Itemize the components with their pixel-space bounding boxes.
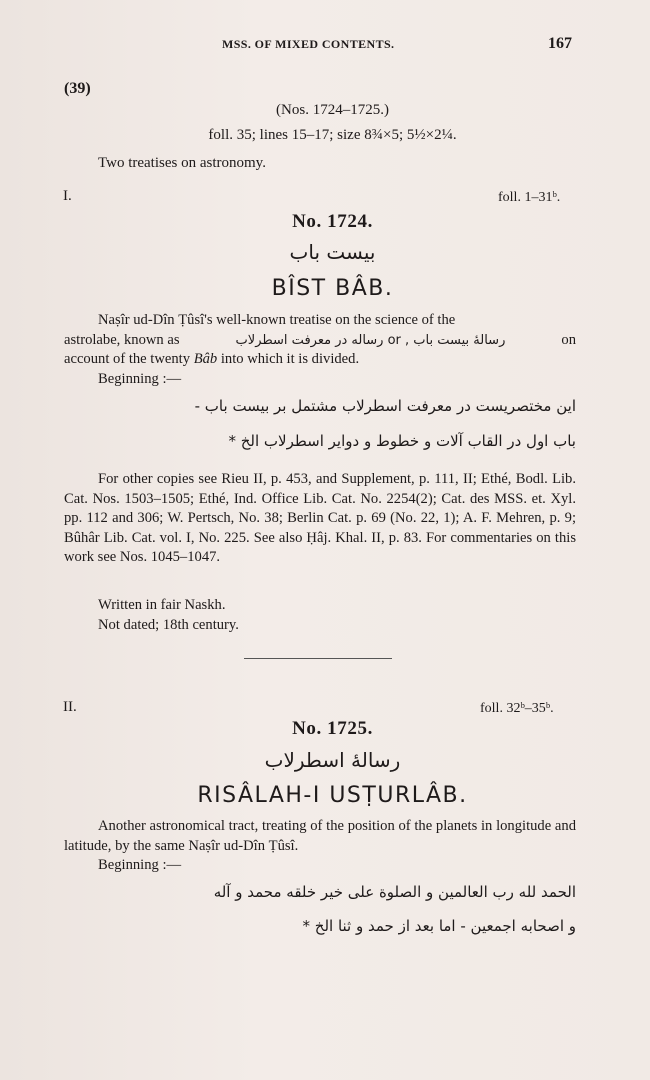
beginning-label-2: Beginning :— (98, 857, 182, 873)
intro-line-2-text: astrolabe, known as (64, 331, 180, 348)
part-two-beginning-line-1: الحمد لله رب العالمین و الصلوة علی خیر خلقه محمد و آله (213, 883, 576, 901)
running-header: MSS. OF MIXED CONTENTS. (222, 37, 395, 51)
intro-line-3 (64, 350, 576, 370)
page-number: 167 (548, 35, 572, 52)
part-two-title: RISÂLAH-I USṬURLÂB. (197, 783, 468, 808)
intro-line-1: Naṣîr ud-Dîn Ṭûsî's well-known treatise on the science of the (98, 312, 456, 328)
catalogue-numbers: (Nos. 1724–1725.) (276, 102, 389, 118)
intro-arabic-names: رسالۀ بیست باب , or رساله در معرفت اسطرلاب (235, 332, 506, 348)
other-copies-paragraph: For other copies see Rieu II, p. 453, and Supplement, p. 111, II; Ethé, Bodl. Lib. Cat. Nos. 1503–1505; Ethé, Ind. Office Lib. Cat. No. 2254(2); Cat. des MSS. et. Xyl. pp. 112 and 306; W. Pertsch, No. 38; Berlin Cat. p. 69 (No. 22, 1); A. F. Mehren, p. 9; Bûhâr Lib. Cat. vol. I, No. 225. See also Ḥâj. Khal. II, p. 83. For commentaries on this work see Nos. 1045–1047. (64, 471, 576, 566)
intro-line-3-end: into which it is divided. (220, 351, 360, 368)
part-one-arabic-title: بیست باب (289, 240, 376, 264)
part-two-description: Another astronomical tract, treating of the position of the planets in longitude and latitude, by the same Naṣîr ud-Dîn Ṭûsî. (64, 818, 576, 854)
beginning-label-1: Beginning :— (98, 370, 182, 387)
section-divider (244, 658, 392, 659)
entry-description: Two treatises on astronomy. (98, 155, 266, 171)
part-one-folios: foll. 1–31ᵇ. (498, 190, 561, 205)
part-two-catalogue-no: No. 1725. (292, 718, 373, 739)
intro-line-2 (64, 331, 576, 351)
part-one-title: BÎST BÂB. (271, 276, 394, 301)
part-one-beginning-line-1: این مختصریست در معرفت اسطرلاب مشتمل بر بیست باب - (194, 397, 576, 415)
intro-bab-term: Bâb (193, 351, 218, 368)
part-one-catalogue-no: No. 1724. (292, 211, 373, 232)
part-two-beginning-line-2: و اصحابه اجمعین - اما بعد از حمد و ثنا الخ * (302, 917, 576, 935)
intro-line-2-end: on (561, 331, 576, 348)
date-note: Not dated; 18th century. (98, 617, 239, 633)
physical-description: foll. 35; lines 15–17; size 8¾×5; 5½×2¼. (208, 127, 457, 143)
part-one-beginning-line-2: باب اول در القاب آلات و خطوط و دوایر اسطرلاب الخ * (228, 432, 576, 450)
part-two-arabic-title: رسالۀ اسطرلاب (264, 748, 401, 772)
part-two-numeral: II. (63, 699, 77, 715)
part-two-folios: foll. 32ᵇ–35ᵇ. (480, 701, 554, 716)
entry-number: (39) (64, 80, 91, 97)
intro-line-3-start: account of the twenty (64, 351, 191, 368)
part-one-intro (64, 311, 576, 389)
script-note: Written in fair Naskh. (98, 597, 226, 613)
part-one-numeral: I. (63, 188, 72, 204)
